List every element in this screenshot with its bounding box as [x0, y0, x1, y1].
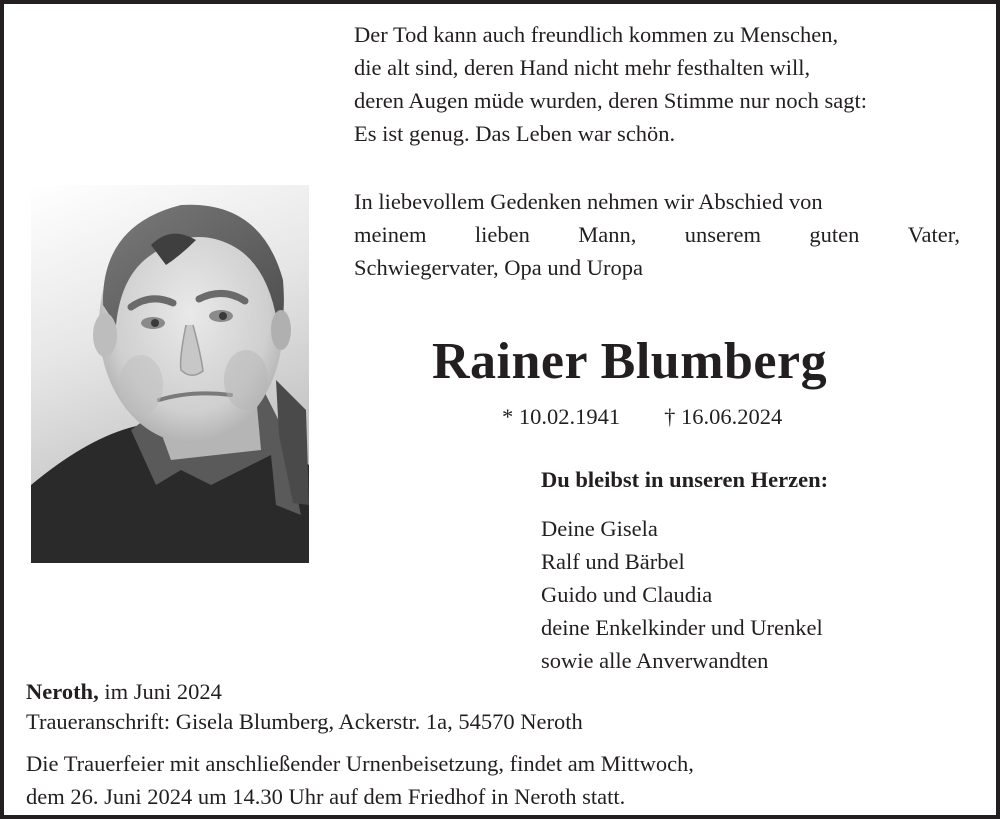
farewell-line: Schwiegervater, Opa und Uropa	[354, 255, 643, 280]
mourners-list	[541, 512, 823, 677]
farewell-text	[354, 185, 960, 284]
mourner-entry: sowie alle Anverwandten	[541, 648, 769, 673]
poem-line: die alt sind, deren Hand nicht mehr festhalten will,	[354, 55, 811, 80]
ceremony-line: dem 26. Juni 2024 um 14.30 Uhr auf dem Friedhof in Neroth statt.	[26, 784, 626, 809]
deceased-name: Rainer Blumberg	[432, 333, 828, 390]
farewell-line-justified	[354, 218, 960, 251]
mourner-entry: Ralf und Bärbel	[541, 549, 685, 574]
portrait-image	[31, 185, 309, 563]
mourner-entry: Deine Gisela	[541, 516, 658, 541]
place-date-line	[26, 675, 222, 708]
place-name: Neroth,	[26, 679, 99, 704]
poem-line: Es ist genug. Das Leben war schön.	[354, 121, 676, 146]
mourner-entry: Guido und Claudia	[541, 582, 713, 607]
death-date: † 16.06.2024	[664, 404, 783, 429]
mourner-entry: deine Enkelkinder und Urenkel	[541, 615, 823, 640]
life-dates	[502, 402, 782, 432]
birth-date: * 10.02.1941	[502, 404, 621, 429]
farewell-word: guten	[809, 222, 860, 247]
poem-line: deren Augen müde wurden, deren Stimme nur noch sagt:	[354, 88, 867, 113]
farewell-word: lieben	[474, 222, 530, 247]
mourners-heading: Du bleibst in unseren Herzen:	[541, 467, 829, 492]
ceremony-info	[26, 747, 694, 813]
farewell-line: In liebevollem Gedenken nehmen wir Abschied von	[354, 189, 823, 214]
poem-line: Der Tod kann auch freundlich kommen zu Menschen,	[354, 22, 839, 47]
poem-quote	[354, 18, 974, 150]
farewell-word: unserem	[684, 222, 761, 247]
ceremony-line: Die Trauerfeier mit anschließender Urnenbeisetzung, findet am Mittwoch,	[26, 751, 694, 776]
mourning-address: Traueranschrift: Gisela Blumberg, Ackerstr. 1a, 54570 Neroth	[26, 709, 583, 734]
notice-date: im Juni 2024	[98, 679, 222, 704]
portrait-photo	[31, 185, 309, 563]
farewell-word: Mann,	[578, 222, 637, 247]
farewell-word: Vater,	[907, 222, 960, 247]
farewell-word: meinem	[354, 222, 427, 247]
